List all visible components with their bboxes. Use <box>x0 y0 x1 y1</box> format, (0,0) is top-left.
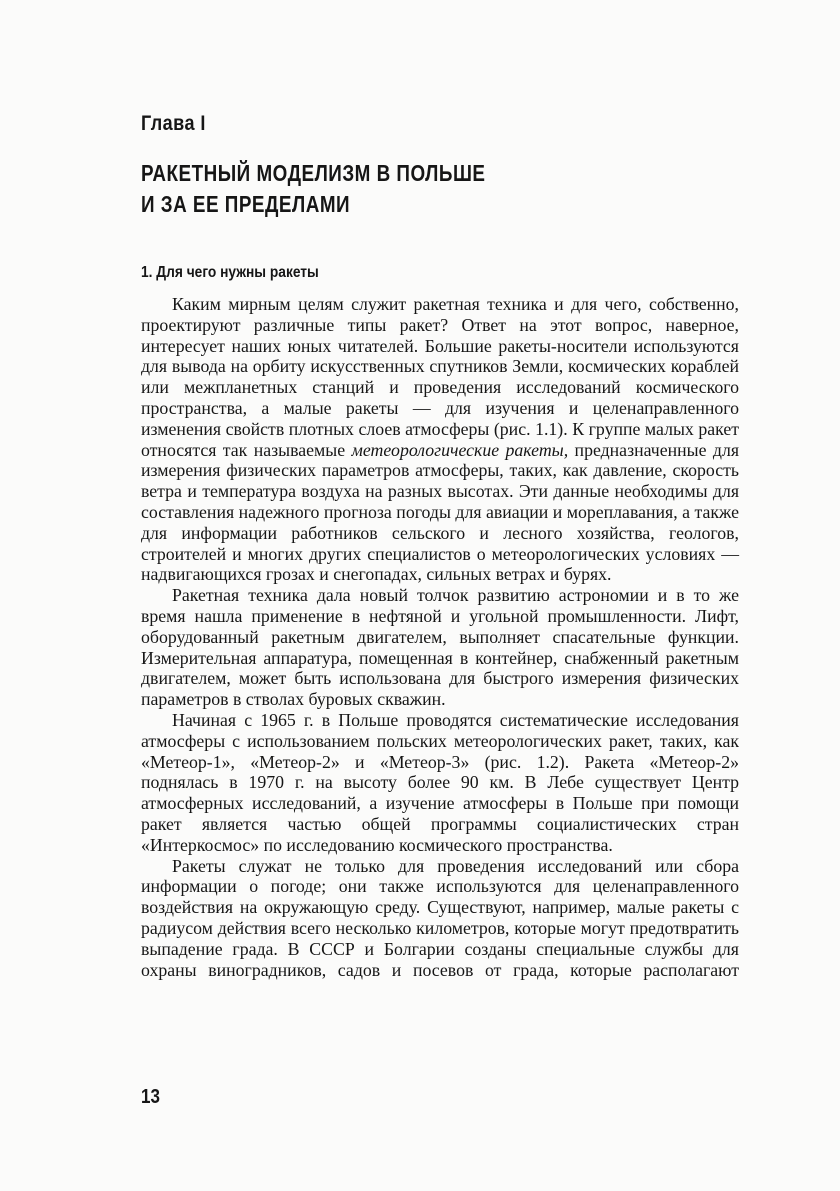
page-number: 13 <box>141 1086 160 1108</box>
paragraph: Ракеты служат не только для проведения исследований или сбора информации о погоде; они также используются для целенаправленного воздействия на окружающую среду. Существуют, например, малые ракеты с радиусом действия всего несколько километров, которые могут предотвратить выпадение града. В СССР и Болгарии созданы специальные службы для охраны виноградников, садов и посевов от града, которые располагают <box>141 855 739 980</box>
paragraph <box>141 294 739 585</box>
chapter-title-line: И ЗА ЕЕ ПРЕДЕЛАМИ <box>141 191 351 217</box>
paragraph: Начиная с 1965 г. в Польше проводятся систематические исследования атмосферы с использованием польских метеорологических ракет, таких, как «Метеор-1», «Метеор-2» и «Метеор-3» (рис. 1.2). Ракета «Метеор-2» поднялась в 1970 г. на высоту более 90 км. В Лебе существует Центр атмосферных исследований, а изучение атмосферы в Польше при помощи ракет является частью общей программы социалистических стран «Интеркосмос» по исследованию космического пространства. <box>141 709 739 855</box>
chapter-title <box>141 158 485 220</box>
paragraph: Ракетная техника дала новый толчок развитию астрономии и в то же время нашла применение в нефтяной и угольной промышленности. Лифт, оборудованный ракетным двигателем, выполняет спасательные функции. Измерительная аппаратура, помещенная в контейнер, снабженный ракетным двигателем, может быть использована для быстрого измерения физических параметров в стволах буровых скважин. <box>141 585 739 710</box>
paragraph-text: Каким мирным целям служит ракетная техника и для чего, собственно, проектируют различные типы ракет? Ответ на этот вопрос, наверное, интересует наших юных читателей. Большие ракеты-носители используются для вывода на орбиту искусственных спутников Земли, космических кораблей или межпланетных станций и проведения исследований космического пространства, а малые ракеты — для изучения и целенаправленного изменения свойств плотных слоев атмосферы (рис. 1.1). К группе малых ракет относятся так называемые <box>141 294 739 460</box>
chapter-title-line: РАКЕТНЫЙ МОДЕЛИЗМ В ПОЛЬШЕ <box>141 160 486 186</box>
paragraph-text: предназначенные для измерения физических параметров атмосферы, таких, как давление, скорость ветра и температура воздуха на разных высотах. Эти данные необходимы для составления надежного прогноза погоды для авиации и мореплавания, а также для информации работников сельского и лесного хозяйства, геологов, строителей и многих других специалистов о метеорологических условиях — надвигающихся грозах и снегопадах, сильных ветрах и бурях. <box>141 439 739 585</box>
body-text <box>141 294 739 980</box>
section-heading: 1. Для чего нужны ракеты <box>141 264 319 281</box>
chapter-label: Глава I <box>141 112 206 135</box>
emphasis-term: метеорологические ракеты, <box>351 439 569 460</box>
